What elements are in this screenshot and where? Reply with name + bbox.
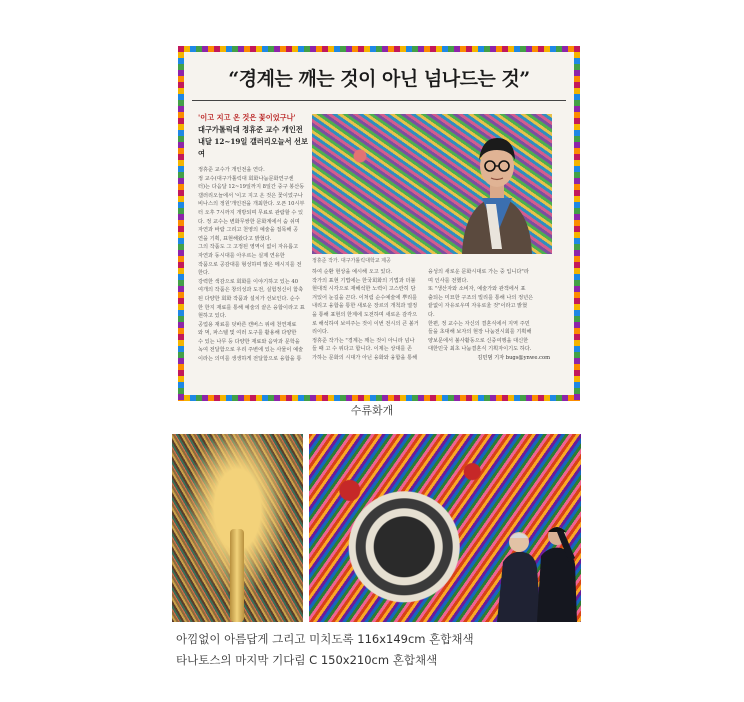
text-line: 공업용 재료를 덧바른 캔버스 위에 천연재료 bbox=[198, 321, 297, 328]
text-line: 을 통해 표현의 한계에 도전하며 새로운 감각으 bbox=[312, 311, 418, 318]
article-column-2 bbox=[312, 268, 422, 363]
text-line: 비나스의 정원'개인전을 개최한다. 오픈 10시부 bbox=[198, 201, 305, 208]
text-line: 자연과 바람 그리고 천영의 예술을 접목해 공 bbox=[198, 227, 299, 234]
text-line: 정휴준 작가는 "경계는 깨는 것이 아니라 넘나 bbox=[312, 337, 415, 344]
text-line: 한편, 정 교수는 자신의 결혼식에서 지역 주민 bbox=[428, 320, 530, 327]
artwork-caption-2: 타나토스의 마지막 기다림 C 150x210cm 혼합채색 bbox=[176, 653, 438, 667]
text-line: 며 인사를 전했다. bbox=[428, 277, 469, 284]
text-line: 녹여 전달함으로 우리 주변에 있는 사물이 예술 bbox=[198, 347, 304, 354]
text-line: 리이다. bbox=[312, 329, 329, 336]
text-line: 자연과 동시대를 아우르는 실제 연유한 bbox=[198, 252, 285, 259]
text-line: 정 교수(대구가톨릭대 회화나눔문화연구센 bbox=[198, 175, 294, 182]
painting-golden-tree bbox=[172, 434, 303, 622]
text-line: 이라는 의미를 생생하게 전달함으로 융합을 통 bbox=[198, 356, 302, 363]
text-line: 작가의 표현 기법에는 한국회화의 기법과 더불 bbox=[312, 277, 416, 284]
text-line: 터)는 다음달 12~19일까지 8일간 중구 봉산동 bbox=[198, 184, 305, 191]
newspaper-clipping bbox=[178, 46, 580, 401]
text-line: 들을 초대해 보자의 현장 나눔전시회를 기획해 bbox=[428, 329, 532, 336]
text-line: 현대적 시각으로 재해석한 노력이 고스란히 담 bbox=[312, 286, 416, 293]
article-headline: “경계는 깨는 것이 아닌 넘나드는 것” bbox=[228, 68, 530, 90]
photo-credit: 정휴준 작가. 대구가톨릭대학교 제공 bbox=[312, 258, 391, 264]
text-line: 양보문에서 불사활동으로 신중여행을 대신한 bbox=[428, 337, 529, 344]
text-line: 강력한 색감으로 회화를 이야기하고 있는 40 bbox=[198, 278, 299, 285]
text-line: 와 먹, 파스텔 및 여러 도구를 활용해 다양한 bbox=[198, 330, 297, 337]
subhead-line: '이고 지고 온 것은 꽃이었구나' bbox=[198, 113, 296, 122]
colorful-border-bottom bbox=[178, 395, 580, 401]
text-line: 하여 순환 현상을 예시해 오고 있다. bbox=[312, 269, 393, 275]
article-byline: 김민범 기자 bugs@ynwe.com bbox=[477, 354, 550, 361]
text-line: 로 해석하여 보여주는 것이 이번 전시의 큰 볼거 bbox=[312, 320, 419, 327]
headline-divider bbox=[192, 100, 566, 101]
text-line: 현하고 있다. bbox=[198, 313, 227, 320]
text-line: 끝없이 자유로우며 자유로울 것"이라고 밝혔 bbox=[428, 303, 528, 310]
colorful-border-left bbox=[178, 46, 184, 401]
text-line: 한 한지 재료를 통해 예술의 끝은 융합이라고 표 bbox=[198, 304, 305, 311]
text-line: 정휴준 교수가 개인전을 연다. bbox=[198, 167, 265, 173]
article-column-1 bbox=[198, 166, 306, 364]
painting-with-artists bbox=[309, 434, 581, 622]
text-line: 융성의 새로운 문화시대로 가는 중 입니다"라 bbox=[428, 269, 529, 275]
article-column-3 bbox=[428, 268, 550, 363]
artist-portrait-icon bbox=[452, 124, 542, 254]
text-line: 갤러리오늘에서 '이고 지고 온 것은 꽃이었구나 bbox=[198, 192, 303, 199]
text-line: 대한민국 최초 나눔결혼식 기획자이기도 하다. bbox=[428, 346, 532, 353]
text-line: 다. 정 교수는 변화무쌍한 문화계에서 숨 쉬며 bbox=[198, 218, 300, 225]
text-line: 겨있어 눈길을 끈다. 이처럼 순수예술에 뿌리를 bbox=[312, 294, 418, 301]
text-line: 터 오후 7시까지 개방되며 무료로 관람할 수 있 bbox=[198, 209, 304, 216]
text-line: 다. bbox=[428, 311, 435, 318]
text-line: 한다. bbox=[198, 270, 210, 277]
article-subhead bbox=[198, 112, 310, 160]
subhead-line: 내달 12~19일 갤러리오늘서 선보여 bbox=[198, 137, 308, 158]
tree-trunk bbox=[230, 529, 244, 622]
text-line: 여개의 작품은 창의성과 도전, 실험정신이 함축 bbox=[198, 287, 304, 294]
text-line: 그의 작품도 그 고정된 영역이 없이 자유롭고 bbox=[198, 244, 299, 251]
text-line: 연을 기획, 표현해왔다고 밝혔다. bbox=[198, 235, 272, 242]
text-line: 가하는 문화의 시대가 아닌 융화와 융합을 통해 bbox=[312, 354, 418, 361]
clipping-caption: 수류화개 bbox=[350, 404, 394, 417]
colorful-border-right bbox=[574, 46, 580, 401]
colorful-border-top bbox=[178, 46, 580, 52]
text-line: 내리고 융합을 통한 새로운 장르의 개척과 열정 bbox=[312, 303, 418, 310]
text-line: 된 다양한 회화 작품과 설치가 선보인다. 순수 bbox=[198, 295, 300, 302]
two-men-figures-icon bbox=[497, 492, 577, 622]
text-line: 들 때 고 수 위다고 합니다. 이제는 상대를 존 bbox=[312, 346, 413, 353]
subhead-line: 대구가톨릭대 정휴준 교수 개인전 bbox=[198, 125, 303, 134]
text-line: 수 있는 나무 등 다양한 재료와 음악과 문학을 bbox=[198, 338, 300, 345]
artist-photo bbox=[312, 114, 552, 254]
artwork-caption-1: 아낌없이 아름답게 그리고 미치도록 116x149cm 혼합채색 bbox=[176, 632, 474, 646]
text-line: 작품으로 공감대를 형성하며 많은 메시지를 전 bbox=[198, 261, 302, 268]
text-line: 출되는 미묘한 구조의 빌리를 통해 나의 정년은 bbox=[428, 294, 534, 301]
text-line: 또 "생산자와 소비자, 예술가와 관객에서 표 bbox=[428, 286, 526, 293]
